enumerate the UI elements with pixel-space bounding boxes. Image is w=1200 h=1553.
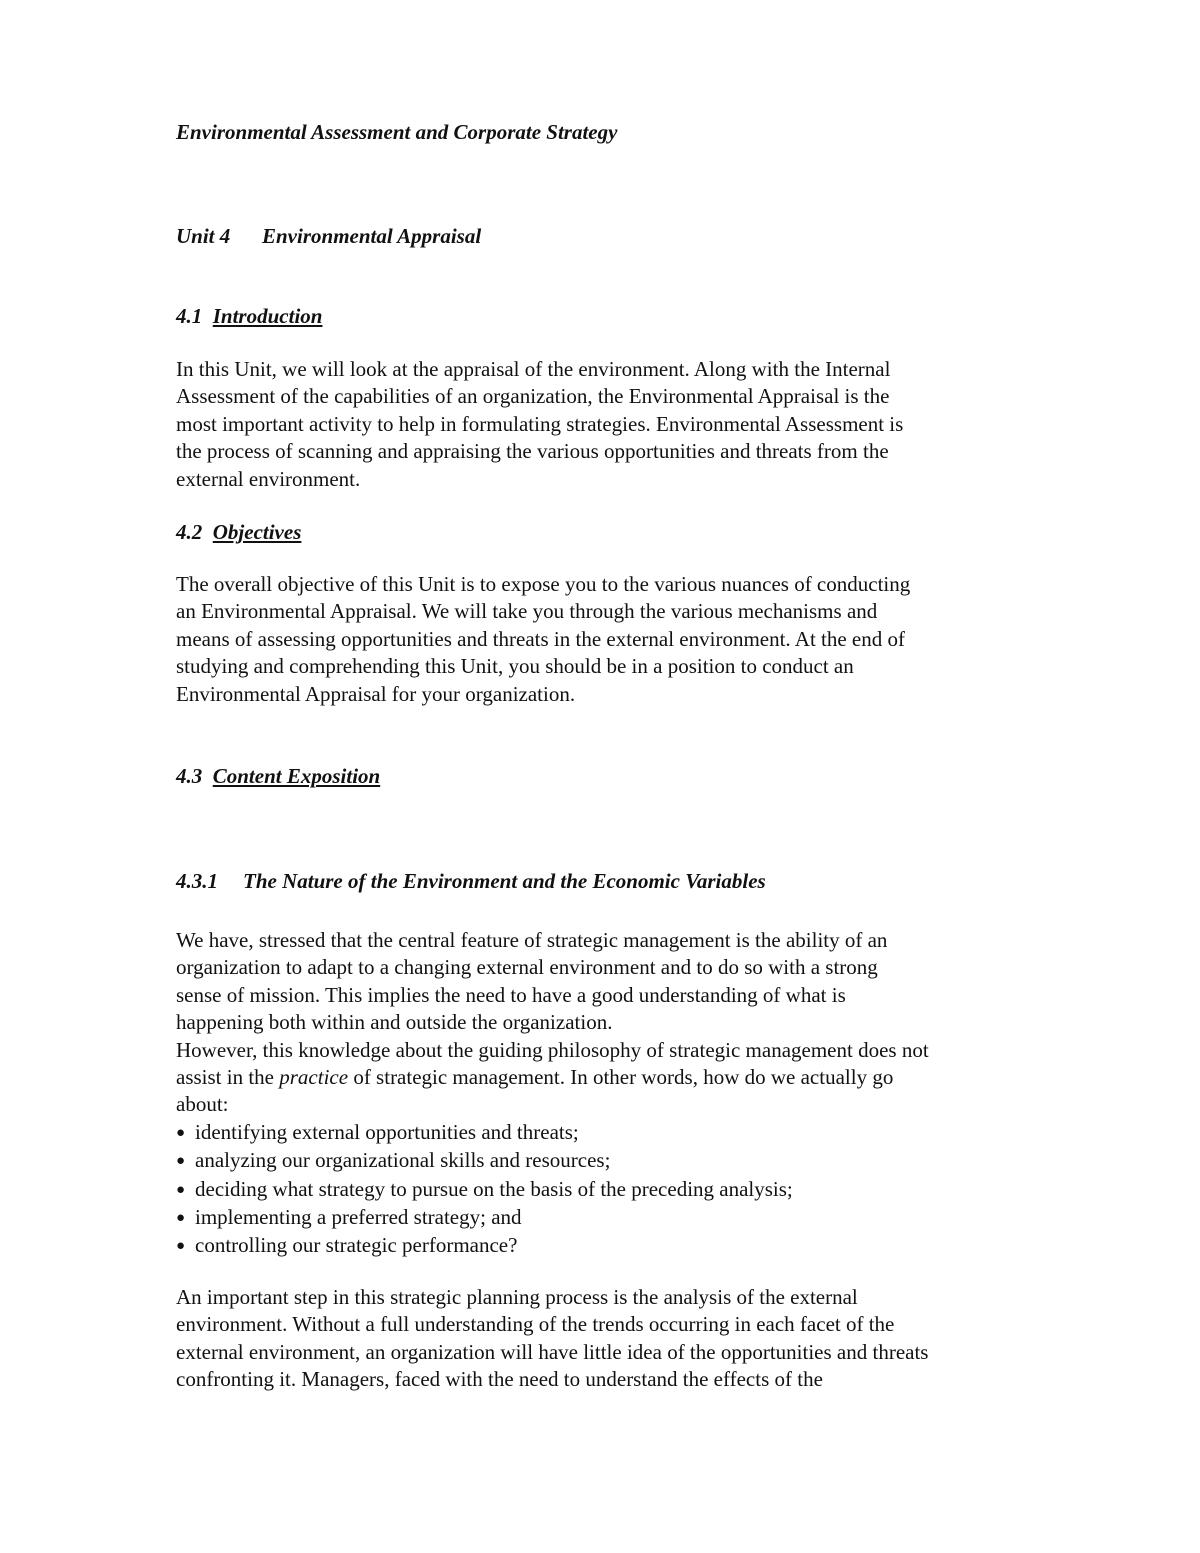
unit-title: Environmental Appraisal [262,224,482,248]
list-item [176,1204,1036,1232]
section-heading-introduction [176,303,1036,330]
nature-paragraph-2 [176,1284,1036,1394]
subsection-heading-nature-of-environment [176,868,1036,895]
paragraph-line [176,1064,1036,1091]
list-item-text: implementing a preferred strategy; and [195,1205,522,1230]
paragraph-line: sense of mission. This implies the need to have a good understanding of what is [176,982,846,1007]
section-heading-content-exposition [176,763,1036,790]
list-item [176,1176,1036,1204]
line-text: of strategic management. In other words, how do we actually go [348,1065,894,1090]
section-number: 4.2 [176,520,203,544]
list-item [176,1232,1036,1260]
paragraph-line: The overall objective of this Unit is to expose you to the various nuances of conducting [176,572,911,596]
paragraph-line: Environmental Appraisal for your organization. [176,681,576,706]
unit-heading [176,223,1036,250]
strategy-steps-list [176,1119,1036,1261]
nature-paragraph-1 [176,927,1036,1261]
document-title [176,119,1036,146]
bullet-icon: ● [176,1181,186,1198]
bullet-icon: ● [176,1153,186,1170]
subsection-title: The Nature of the Environment and the Economic Variables [243,869,766,893]
paragraph-line: environment. Without a full understanding of the trends occurring in each facet of the [176,1312,895,1337]
list-item-text: analyzing our organizational skills and resources; [195,1148,611,1173]
paragraph-line: happening both within and outside the organization. [176,1010,613,1035]
document-title-text: Environmental Assessment and Corporate Strategy [176,120,618,144]
section-number: 4.1 [176,304,203,328]
line-text: assist in the [176,1065,280,1090]
section-heading-objectives [176,519,1036,546]
paragraph-line: external environment, an organization will have little idea of the opportunities and threats [176,1339,929,1364]
paragraph-line: studying and comprehending this Unit, you should be in a position to conduct an [176,654,854,679]
paragraph-line: about: [176,1092,229,1117]
paragraph-line: means of assessing opportunities and threats in the external environment. At the end of [176,626,905,651]
list-item-text: controlling our strategic performance? [195,1233,518,1258]
objectives-paragraph [176,571,1036,708]
bullet-icon: ● [176,1210,186,1227]
unit-number: Unit 4 [176,224,231,248]
paragraph-line: Assessment of the capabilities of an organization, the Environmental Appraisal is the [176,384,890,409]
paragraph-line: confronting it. Managers, faced with the need to understand the effects of the [176,1367,823,1392]
paragraph-line: the process of scanning and appraising the various opportunities and threats from the [176,439,889,464]
paragraph-line: An important step in this strategic planning process is the analysis of the external [176,1285,858,1309]
list-item-text: deciding what strategy to pursue on the basis of the preceding analysis; [195,1176,793,1201]
introduction-paragraph [176,356,1036,493]
list-item [176,1119,1036,1147]
list-item-text: identifying external opportunities and threats; [195,1119,579,1144]
paragraph-line: organization to adapt to a changing external environment and to do so with a strong [176,955,878,980]
paragraph-line: We have, stressed that the central feature of strategic management is the ability of an [176,928,888,952]
paragraph-line: However, this knowledge about the guiding philosophy of strategic management does not [176,1037,929,1062]
bullet-icon: ● [176,1238,186,1255]
paragraph-line: an Environmental Appraisal. We will take you through the various mechanisms and [176,599,878,624]
subsection-number: 4.3.1 [176,869,218,893]
section-title: Objectives [212,520,302,544]
section-title: Introduction [212,304,323,328]
section-title: Content Exposition [212,764,381,788]
bullet-icon: ● [176,1124,186,1141]
emphasized-word: practice [279,1065,349,1090]
section-number: 4.3 [176,764,203,788]
paragraph-line: external environment. [176,466,361,491]
list-item [176,1147,1036,1175]
paragraph-line: most important activity to help in formulating strategies. Environmental Assessment is [176,411,904,436]
paragraph-line: In this Unit, we will look at the appraisal of the environment. Along with the Internal [176,357,891,381]
